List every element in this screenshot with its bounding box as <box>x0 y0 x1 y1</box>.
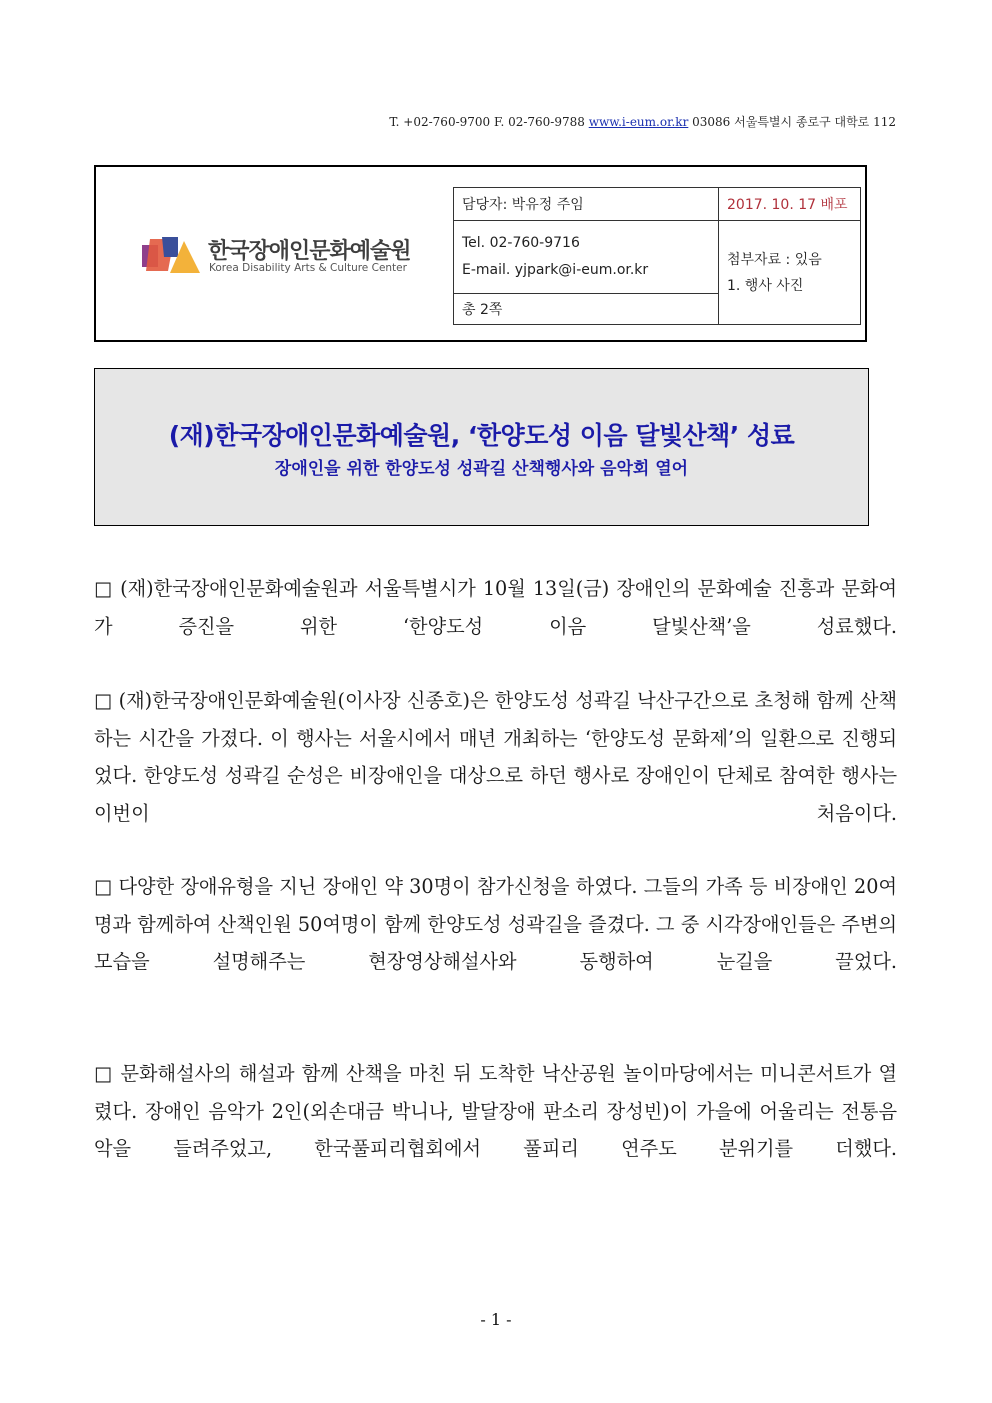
contact-info-cell <box>454 221 719 294</box>
page-number: - 1 - <box>480 1310 512 1329</box>
logo-name-ko: 한국장애인문화예술원 <box>208 239 411 264</box>
header-url-link[interactable]: www.i-eum.or.kr <box>588 115 689 129</box>
header-address: 03086 서울특별시 종로구 대학로 112 <box>692 115 896 129</box>
headline-title: (재)한국장애인문화예술원, ‘한양도성 이음 달빛산책’ 성료 <box>168 421 795 450</box>
attachments-text: 첨부자료 : 있음 <box>727 251 822 268</box>
header-contact-line <box>389 113 896 130</box>
logo-name-en: Korea Disability Arts & Culture Center <box>209 262 407 274</box>
attachments-cell <box>719 221 861 325</box>
contact-table <box>453 187 861 325</box>
body-paragraph-1: □ (재)한국장애인문화예술원과 서울특별시가 10월 13일(금) 장애인의 문화예술 진흥과 문화여가 증진을 위한 ‘한양도성 이음 달빛산책’을 성료했다. <box>94 577 897 638</box>
manager-cell: 담당자: 박유정 주임 <box>454 188 719 221</box>
attachment-item-text: 1. 행사 사진 <box>727 277 804 294</box>
total-pages-cell: 총 2쪽 <box>454 294 719 325</box>
headline-box <box>94 368 869 526</box>
body-paragraph-4: □ 문화해설사의 해설과 함께 산책을 마친 뒤 도착한 낙산공원 놀이마당에서는 미니콘서트가 열렸다. 장애인 음악가 2인(외손대금 박니나, 발달장애 판소리 장성빈)이 가을에 어울리는 전통음악을 들려주었고, 한국풀피리협회에서 풀피리 연주도 분위기를 더했다. <box>94 1062 897 1160</box>
body-paragraph-3: □ 다양한 장애유형을 지닌 장애인 약 30명이 참가신청을 하였다. 그들의 가족 등 비장애인 20여명과 함께하여 산책인원 50여명이 함께 한양도성 성곽길을 즐겼다. 그 중 시각장애인들은 주변의 모습을 설명해주는 현장영상해설사와 동행하여 눈길을 끌었다. <box>94 875 897 973</box>
release-date-cell: 2017. 10. 17 배포 <box>719 188 861 221</box>
email-text: E-mail. yjpark@i-eum.or.kr <box>462 262 649 278</box>
press-info-box <box>94 165 867 342</box>
body-paragraph-2: □ (재)한국장애인문화예술원(이사장 신종호)은 한양도성 성곽길 낙산구간으로 초청해 함께 산책하는 시간을 가졌다. 이 행사는 서울시에서 매년 개최하는 ‘한양도성 문화제’의 일환으로 진행되었다. 한양도성 성곽길 순성은 비장애인을 대상으로 하던 행사로 장애인이 단체로 참여한 행사는 이번이 처음이다. <box>94 689 897 825</box>
organization-logo <box>140 233 420 279</box>
logo-mark-icon <box>140 233 202 277</box>
header-tel-fax: T. +02-760-9700 F. 02-760-9788 <box>389 115 585 129</box>
headline-subtitle: 장애인을 위한 한양도성 성곽길 산책행사와 음악회 열어 <box>274 459 689 479</box>
tel-text: Tel. 02-760-9716 <box>462 235 580 251</box>
